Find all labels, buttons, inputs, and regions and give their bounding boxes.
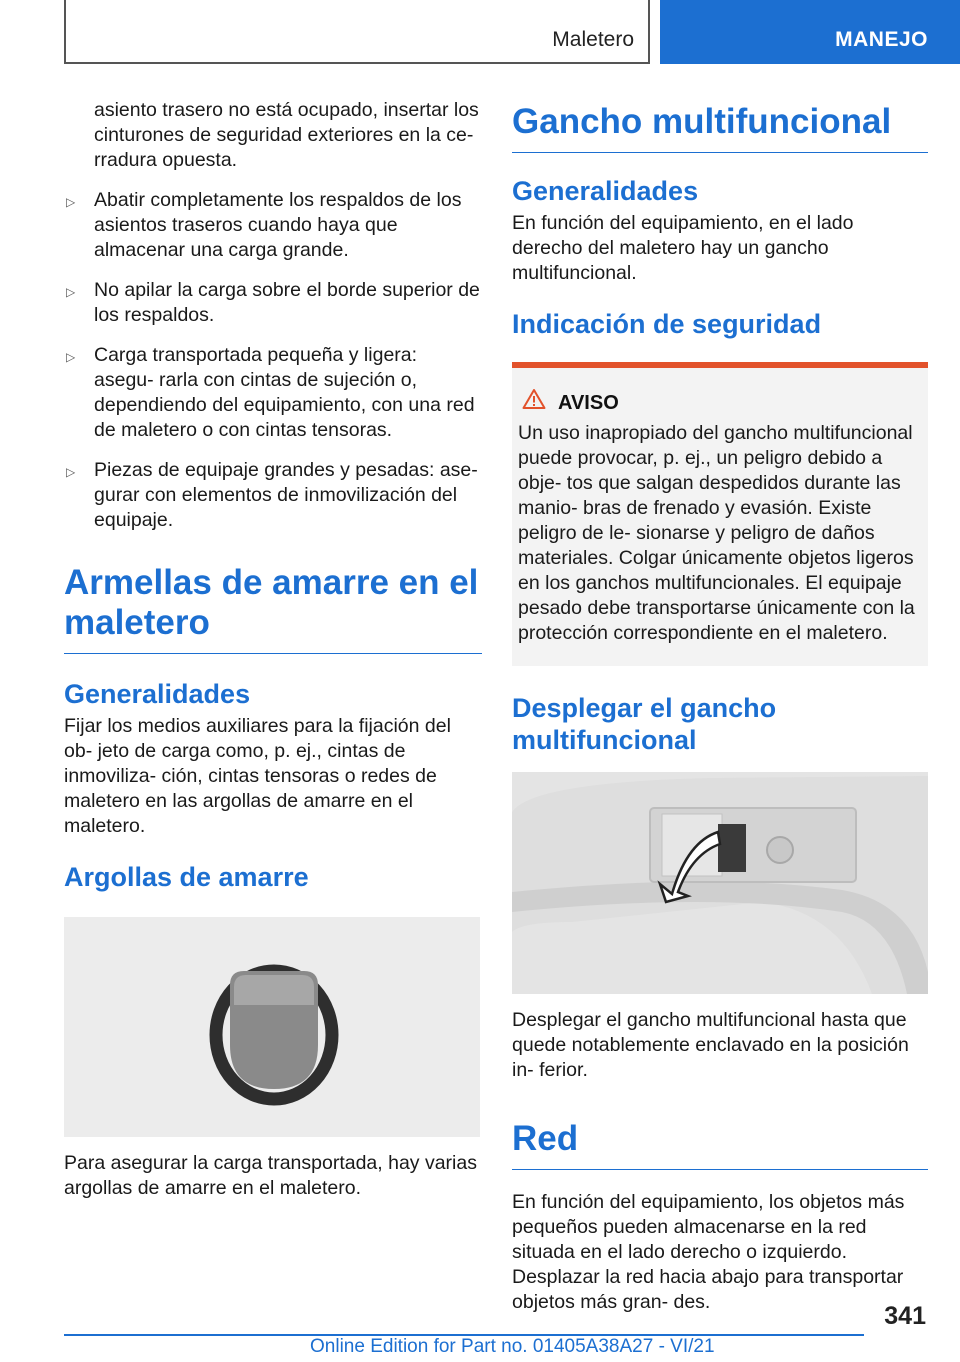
triangle-bullet-icon: ▷	[66, 465, 76, 479]
triangle-bullet-icon: ▷	[66, 195, 76, 209]
list-item: ▷ Carga transportada pequeña y ligera: asegu- rarla con cintas de sujeción o, dependiendo del equipamiento, con una red de maletero o con cintas tensoras.	[66, 344, 475, 441]
header-section-box	[64, 0, 650, 64]
section-title-tie-down: Armellas de amarre en el maletero	[64, 563, 482, 654]
subsection-title-deploy: Desplegar el gancho multifuncional	[512, 693, 777, 755]
header-section-title: Maletero	[552, 28, 634, 51]
subsection-title-general-hook: Generalidades	[512, 176, 699, 206]
list-item: ▷ Piezas de equipaje grandes y pesadas: ase- gurar con elementos de inmovilización del equipaje.	[66, 459, 478, 531]
warning-box	[512, 362, 928, 666]
subsection-title-safety: Indicación de seguridad	[512, 309, 822, 339]
multifunction-hook-image	[512, 772, 928, 994]
net-text: En función del equipamiento, los objetos más pequeños pueden almacenarse en la red situada en el lado derecho o izquierdo. Desplazar la red hacia abajo para transportar objetos más gran- des.	[512, 1191, 905, 1313]
triangle-bullet-icon: ▷	[66, 285, 76, 299]
page-number: 341	[884, 1302, 926, 1330]
general-text: Fijar los medios auxiliares para la fijación del ob- jeto de carga como, p. ej., cintas de inmoviliza- ción, cintas tensoras o redes de maletero en las argollas de amarre en el maletero.	[64, 715, 451, 837]
left-column	[64, 98, 482, 1201]
footer-edition: Online Edition for Part no. 01405A38A27 - VI/21	[310, 1336, 715, 1357]
triangle-bullet-icon: ▷	[66, 350, 76, 364]
warning-text: Un uso inapropiado del gancho multifuncional puede provocar, p. ej., un peligro debido a obje- tos que salgan despedidos durante las manio- bras de frenado y evasión. Existe peligro de le- sionarse y peligro de daños materiales. Colgar únicamente objetos ligeros en los ganchos multifuncionales. El equipaje pesado debe transportarse únicamente con la protección correspondiente en el maletero.	[518, 422, 915, 644]
list-item: ▷ Abatir completamente los respaldos de los asientos traseros cuando haya que almacenar una carga grande.	[66, 189, 462, 261]
subsection-title-general: Generalidades	[64, 679, 251, 709]
rings-caption: Para asegurar la carga transportada, hay varias argollas de amarre en el maletero.	[64, 1152, 477, 1199]
section-title-net: Red	[512, 1119, 928, 1170]
list-item: ▷ No apilar la carga sobre el borde superior de los respaldos.	[66, 279, 480, 326]
hook-general-text: En función del equipamiento, en el lado derecho del maletero hay un gancho multifuncional.	[512, 212, 854, 284]
right-column	[512, 98, 928, 1315]
warning-triangle-icon	[522, 388, 546, 416]
header-chapter-tab	[660, 0, 960, 64]
header-chapter-title: MANEJO	[835, 28, 928, 51]
bullet-continuation: asiento trasero no está ocupado, insertar los cinturones de seguridad exteriores en la ce- rradura opuesta.	[94, 99, 479, 171]
section-title-hook: Gancho multifuncional	[512, 98, 928, 153]
bullet-list	[64, 188, 482, 533]
deploy-caption: Desplegar el gancho multifuncional hasta que quede notablemente enclavado en la posición in- ferior.	[512, 1009, 909, 1081]
tie-down-ring-image	[64, 917, 480, 1137]
warning-title: AVISO	[558, 392, 920, 415]
subsection-title-rings: Argollas de amarre	[64, 862, 309, 892]
